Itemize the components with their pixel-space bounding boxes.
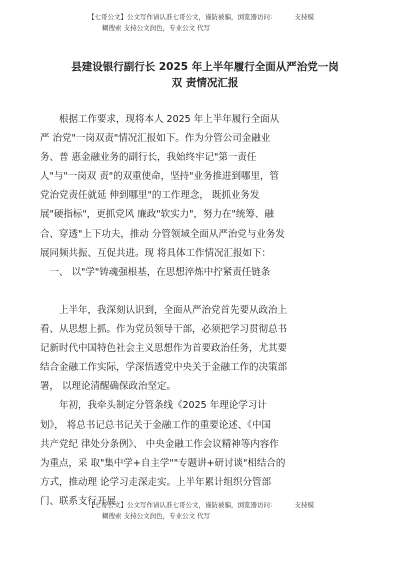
body-line: 为重点，采 取"集中学+自主学""专题讲+研讨谈"相结合的 <box>40 457 286 469</box>
page-footer-notice <box>88 500 338 522</box>
body-line: 记新时代中国特色社会主义思想作为首要政治任务，尤其要 <box>40 343 288 355</box>
body-line: 务、普 惠金融业务的副行长，我始终牢记"第一责任 <box>40 152 257 164</box>
document-body <box>40 110 370 511</box>
body-line: 展同频共振、互促共进。现 将具体工作情况汇报如下： <box>40 247 272 259</box>
body-line: 严 治党"一岗双责"情况汇报如下。作为分管公司金融业 <box>40 133 271 145</box>
body-line: 人"与"一岗双 责"的双重使命，坚持"业务推进到哪里，管 <box>40 171 279 183</box>
body-line: 看、从思想上抓。作为党员领导干部，必须把学习贯彻总书 <box>40 324 288 336</box>
body-line: 划》， 将总书记总书记关于金融工作的重要论述、《中国 <box>40 419 272 431</box>
header-notice-line-1 <box>88 12 338 23</box>
body-line: 结合金融工作实际，学深悟透党中央关于金融工作的决策部 <box>40 362 288 374</box>
document-title-line-2: 双 责情况汇报 <box>171 77 239 89</box>
body-line: 根据工作要求，现将本人 2025 年上半年履行全面从 <box>40 114 280 125</box>
header-notice-tail: 支持模 <box>294 13 314 21</box>
section-heading: 一、 以"学"铸魂强根基，在思想淬炼中拧紧责任链条 <box>40 266 271 278</box>
body-line: 展"硬指标"，更抓党风 廉政"软实力"，努力在"统筹、融 <box>40 209 274 221</box>
body-line: 上半年，我深刻认识到，全面从严治党首先要从政治上 <box>40 304 288 316</box>
document-title-line-1: 县建设银行副行长 2025 年上半年履行全面从严治党一岗 <box>71 61 339 73</box>
body-line: 门、联系支行开展 <box>40 495 117 507</box>
footer-notice-text: 【七哥公文】公文写作请认准七哥公文，谨防被骗，浏览器访问： <box>88 501 277 509</box>
body-line: 年初，我牵头制定分管条线《2025 年理论学习计 <box>40 400 267 412</box>
body-line: 党治党责任就延 伸到哪里"的工作理念， 既抓业务发 <box>40 190 260 202</box>
body-line: 方式，推动理 论学习走深走实。上半年累计组织分管部 <box>40 476 272 488</box>
footer-notice-line-2: 糊搜索 支持公文润色，专业公文 代写 <box>102 512 211 520</box>
body-line: 署， 以理论清醒确保政治坚定。 <box>40 381 177 393</box>
header-notice-line-2: 糊搜索 支持公文润色，专业公文 代写 <box>102 24 211 32</box>
footer-notice-tail: 支持模 <box>294 501 314 509</box>
footer-notice-line-1 <box>88 500 338 511</box>
blank-line <box>40 282 370 301</box>
header-notice-text: 【七哥公文】公文写作请认准七哥公文，谨防被骗，浏览器访问： <box>88 13 277 21</box>
page-header-notice <box>88 12 338 34</box>
body-line: 合、穿透"上下功夫，推动 分管领域全面从严治党与业务发 <box>40 228 285 240</box>
body-line: 共产党纪 律处分条例》、 中央金融工作会议精神等内容作 <box>40 438 279 450</box>
